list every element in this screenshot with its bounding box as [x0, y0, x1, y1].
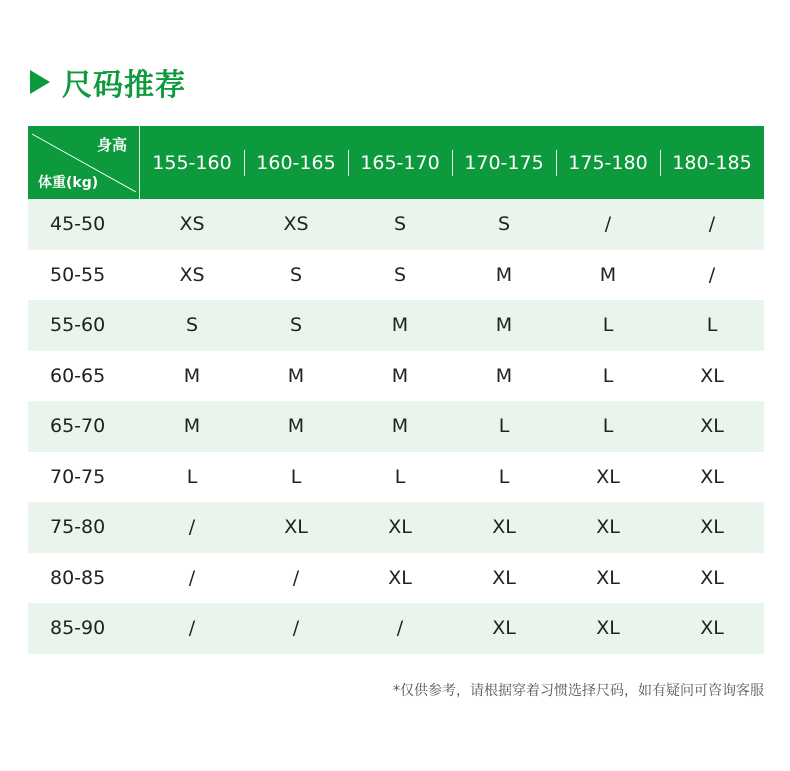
table-header [28, 126, 764, 199]
size-cell: M [391, 415, 409, 438]
height-header: 155-160 [152, 151, 232, 174]
size-cell: / [188, 516, 196, 539]
weight-label: 体重(kg) [38, 175, 99, 191]
table-row [28, 452, 764, 503]
size-cell: / [188, 617, 196, 640]
size-cell: / [396, 617, 404, 640]
size-cell: / [292, 617, 300, 640]
size-cell: L [498, 465, 510, 488]
size-cell: XL [596, 566, 620, 589]
weight-range: 55-60 [50, 314, 106, 337]
size-table [28, 126, 764, 654]
size-cell: XL [492, 617, 516, 640]
size-cell: M [183, 415, 201, 438]
size-cell: M [391, 314, 409, 337]
size-cell: XL [596, 465, 620, 488]
size-cell: S [185, 314, 199, 337]
weight-range: 65-70 [50, 415, 106, 438]
weight-range: 85-90 [50, 617, 106, 640]
size-cell: M [495, 263, 513, 286]
size-cell: M [495, 314, 513, 337]
size-cell: XL [492, 516, 516, 539]
size-cell: XL [388, 516, 412, 539]
table-row [28, 199, 764, 250]
height-header: 175-180 [556, 126, 660, 199]
size-cell: S [289, 314, 303, 337]
size-cell: XS [283, 213, 309, 236]
size-cell: / [604, 213, 612, 236]
size-cell: S [393, 263, 407, 286]
size-cell: XL [700, 415, 724, 438]
size-cell: L [394, 465, 406, 488]
size-cell: M [495, 364, 513, 387]
header-corner [28, 126, 140, 199]
play-triangle-icon [30, 70, 50, 94]
size-cell: S [497, 213, 511, 236]
weight-range: 50-55 [50, 263, 106, 286]
size-cell: M [391, 364, 409, 387]
size-cell: XS [179, 213, 205, 236]
size-cell: / [708, 263, 716, 286]
size-cell: / [292, 566, 300, 589]
size-cell: M [183, 364, 201, 387]
size-cell: XL [492, 566, 516, 589]
size-cell: XL [284, 516, 308, 539]
size-cell: L [602, 415, 614, 438]
disclaimer-note: *仅供参考，请根据穿着习惯选择尺码，如有疑问可咨询客服 [393, 683, 764, 699]
size-cell: / [188, 566, 196, 589]
size-cell: S [393, 213, 407, 236]
height-header: 160-165 [244, 126, 348, 199]
size-cell: M [599, 263, 617, 286]
size-cell: L [290, 465, 302, 488]
height-header: 170-175 [452, 126, 556, 199]
weight-range: 75-80 [50, 516, 106, 539]
table-row [28, 603, 764, 654]
size-cell: XL [388, 566, 412, 589]
table-row [28, 351, 764, 402]
table-row [28, 502, 764, 553]
size-cell: XL [700, 465, 724, 488]
table-row [28, 300, 764, 351]
size-cell: XL [700, 617, 724, 640]
size-cell: XL [700, 364, 724, 387]
height-header: 180-185 [660, 126, 764, 199]
height-header: 165-170 [348, 126, 452, 199]
title-text: 尺码推荐 [62, 68, 186, 103]
size-cell: XL [596, 516, 620, 539]
table-row [28, 401, 764, 452]
size-cell: L [186, 465, 198, 488]
weight-range: 70-75 [50, 465, 106, 488]
weight-range: 45-50 [50, 213, 106, 236]
table-row [28, 553, 764, 604]
height-label: 身高 [96, 136, 127, 154]
size-cell: XS [179, 263, 205, 286]
size-cell: L [602, 364, 614, 387]
size-cell: M [287, 364, 305, 387]
size-cell: L [498, 415, 510, 438]
size-cell: XL [596, 617, 620, 640]
size-cell: S [289, 263, 303, 286]
section-title [30, 60, 186, 104]
size-cell: / [708, 213, 716, 236]
size-cell: L [706, 314, 718, 337]
size-cell: XL [700, 516, 724, 539]
weight-range: 80-85 [50, 566, 106, 589]
size-cell: M [287, 415, 305, 438]
weight-range: 60-65 [50, 364, 106, 387]
size-cell: XL [700, 566, 724, 589]
size-cell: L [602, 314, 614, 337]
table-row [28, 250, 764, 301]
